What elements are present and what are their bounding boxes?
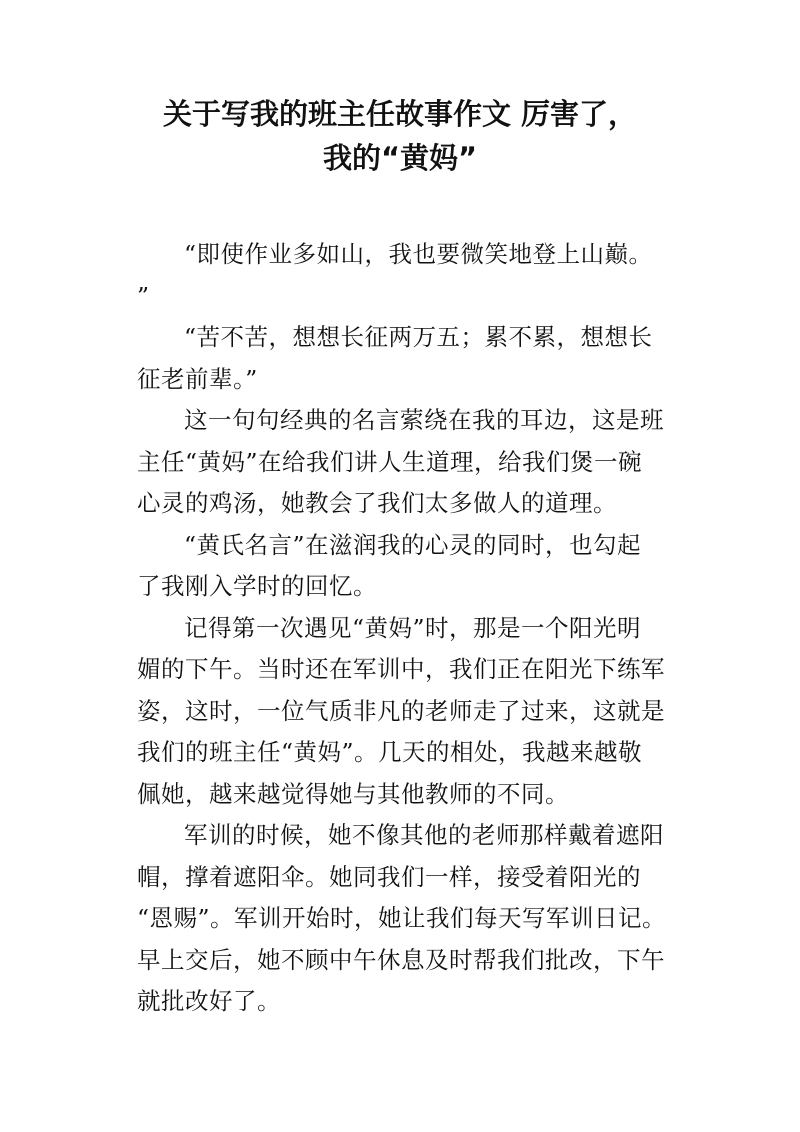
- paragraph-5: [137, 608, 665, 816]
- paragraph-line: 征老前辈。”: [137, 364, 258, 393]
- paragraph-line: “苦不苦，想想长征两万五；累不累，想想长: [184, 323, 653, 351]
- paragraph-line: 这一句句经典的名言萦绕在我的耳边，这是班: [184, 406, 664, 434]
- paragraph-6: [137, 815, 665, 1023]
- paragraph-line: “黄氏名言”在滋润我的心灵的同时，也勾起: [184, 530, 642, 559]
- paragraph-line: 了我刚入学时的回忆。: [137, 572, 377, 600]
- paragraph-line: 我们的班主任“黄妈”。几天的相处，我越来越敬: [137, 738, 643, 766]
- paragraph-line: 媚的下午。当时还在军训中，我们正在阳光下练军: [137, 655, 665, 683]
- paragraph-line: 心灵的鸡汤，她教会了我们太多做人的道理。: [137, 489, 617, 517]
- paragraph-line: “恩赐”。军训开始时，她让我们每天写军训日记。: [137, 904, 667, 932]
- document-title: [120, 92, 680, 180]
- paragraph-line: 军训的时候，她不像其他的老师那样戴着遮阳: [184, 821, 664, 849]
- paragraph-3: [137, 400, 665, 525]
- paragraph-line: 就批改好了。: [137, 987, 281, 1015]
- paragraph-line: 帽，撑着遮阳伞。她同我们一样，接受着阳光的: [137, 862, 641, 891]
- paragraph-line: 姿，这时，一位气质非凡的老师走了过来，这就是: [137, 696, 665, 725]
- paragraph-line: “即使作业多如山，我也要微笑地登上山巅。: [184, 240, 653, 268]
- document-body: [137, 234, 665, 1023]
- paragraph-line: 记得第一次遇见“黄妈”时，那是一个阳光明: [184, 613, 642, 642]
- paragraph-1: [137, 234, 665, 317]
- paragraph-line: 早上交后，她不顾中午休息及时帮我们批改，下午: [137, 945, 665, 974]
- paragraph-4: [137, 525, 665, 608]
- paragraph-2: [137, 317, 665, 400]
- paragraph-line: ”: [137, 281, 150, 310]
- paragraph-line: 主任“黄妈”在给我们讲人生道理，给我们煲一碗: [137, 447, 643, 476]
- title-line-1: 关于写我的班主任故事作文 厉害了，: [162, 97, 638, 131]
- paragraph-line: 佩她，越来越觉得她与其他教师的不同。: [137, 779, 569, 808]
- title-line-2: 我的“黄妈”: [322, 141, 478, 175]
